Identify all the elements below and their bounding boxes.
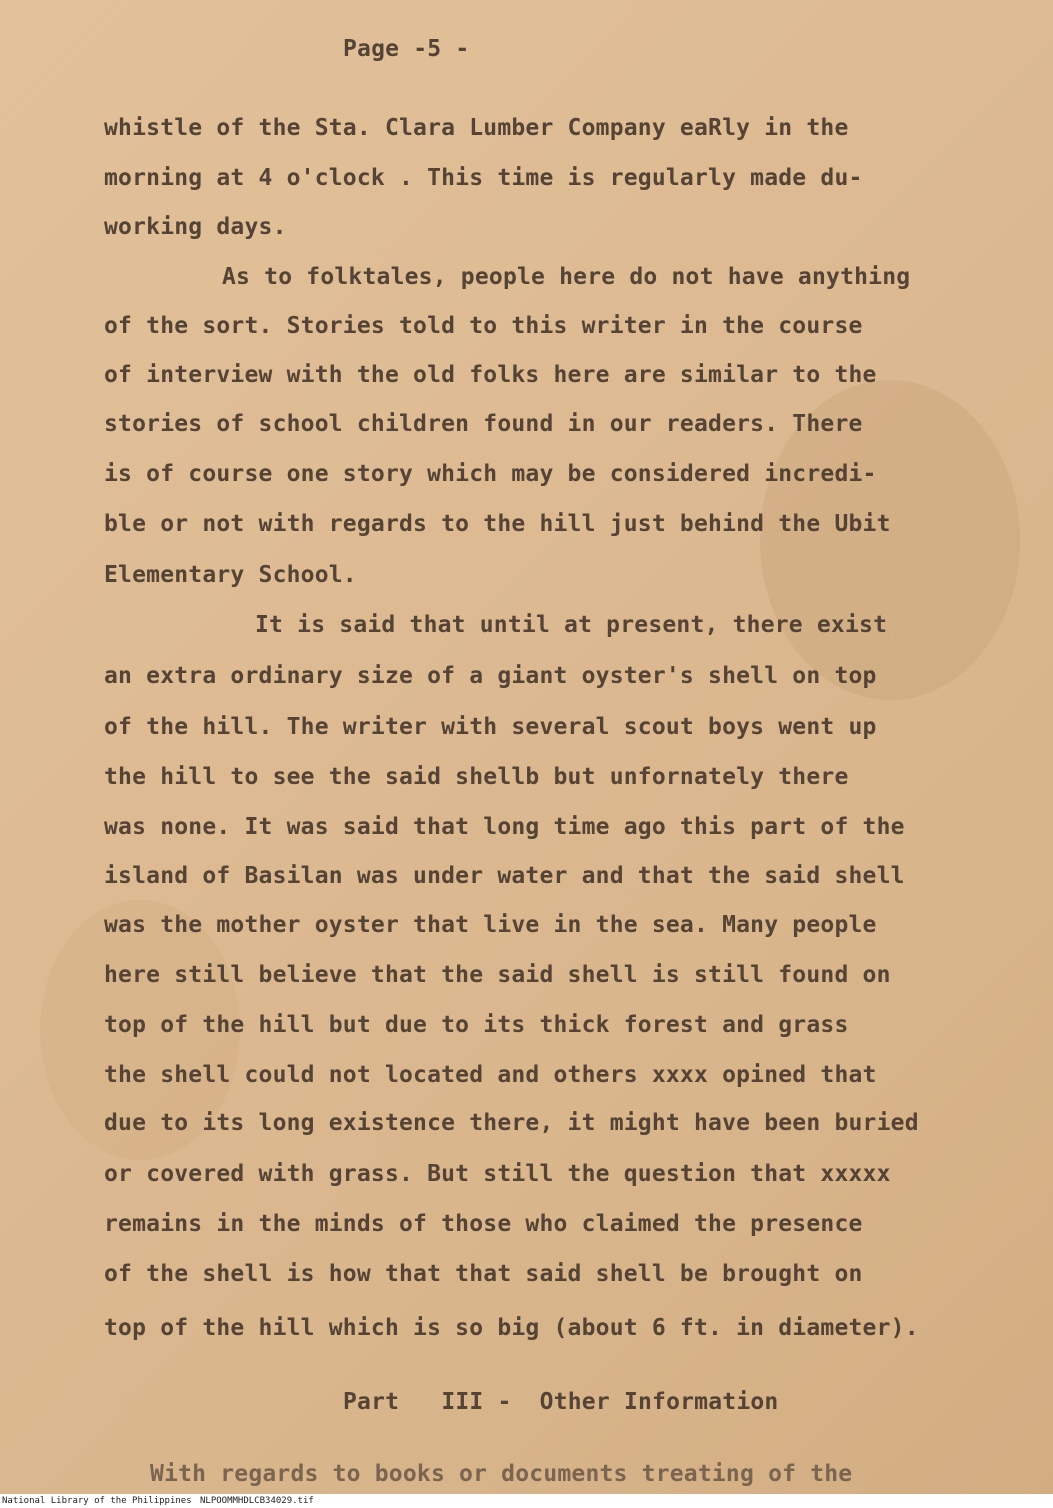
- body-line-2: morning at 4 o'clock . This time is regularly made du-: [104, 165, 863, 191]
- body-line-5: of the sort. Stories told to this writer in the course: [104, 313, 863, 339]
- footer-library: National Library of the Philippines: [2, 1496, 192, 1506]
- body-line-17: was the mother oyster that live in the sea. Many people: [104, 912, 877, 938]
- page-header: Page -5 -: [343, 36, 470, 62]
- footer-file-id: NLPOOMMHDLCB34029.tif: [200, 1496, 314, 1506]
- body-line-6: of interview with the old folks here are similar to the: [104, 362, 877, 388]
- body-line-25: top of the hill which is so big (about 6 ft. in diameter).: [104, 1315, 919, 1341]
- body-line-21: due to its long existence there, it might have been buried: [104, 1110, 919, 1136]
- body-line-7: stories of school children found in our readers. There: [104, 411, 863, 437]
- body-line-13: of the hill. The writer with several scout boys went up: [104, 714, 877, 740]
- body-line-12: an extra ordinary size of a giant oyster's shell on top: [104, 663, 877, 689]
- body-line-1: whistle of the Sta. Clara Lumber Company eaRly in the: [104, 115, 849, 141]
- body-line-22: or covered with grass. But still the question that xxxxx: [104, 1161, 891, 1187]
- body-line-8: is of course one story which may be considered incredi-: [104, 461, 877, 487]
- body-line-18: here still believe that the said shell is still found on: [104, 962, 891, 988]
- body-line-10: Elementary School.: [104, 562, 357, 588]
- body-line-9: ble or not with regards to the hill just behind the Ubit: [104, 511, 891, 537]
- body-line-16: island of Basilan was under water and that the said shell: [104, 863, 905, 889]
- section-heading: Part III - Other Information: [343, 1389, 779, 1415]
- body-line-23: remains in the minds of those who claimed the presence: [104, 1211, 863, 1237]
- body-line-11: It is said that until at present, there exist: [255, 612, 888, 638]
- body-line-4: As to folktales, people here do not have anything: [222, 264, 911, 290]
- body-line-20: the shell could not located and others xxxx opined that: [104, 1062, 877, 1088]
- last-line: With regards to books or documents treating of the: [150, 1461, 853, 1487]
- scan-footer: [0, 1494, 1053, 1508]
- body-line-3: working days.: [104, 214, 287, 240]
- body-line-14: the hill to see the said shellb but unfornately there: [104, 764, 849, 790]
- body-line-15: was none. It was said that long time ago this part of the: [104, 814, 905, 840]
- body-line-24: of the shell is how that that said shell be brought on: [104, 1261, 863, 1287]
- body-line-19: top of the hill but due to its thick forest and grass: [104, 1012, 849, 1038]
